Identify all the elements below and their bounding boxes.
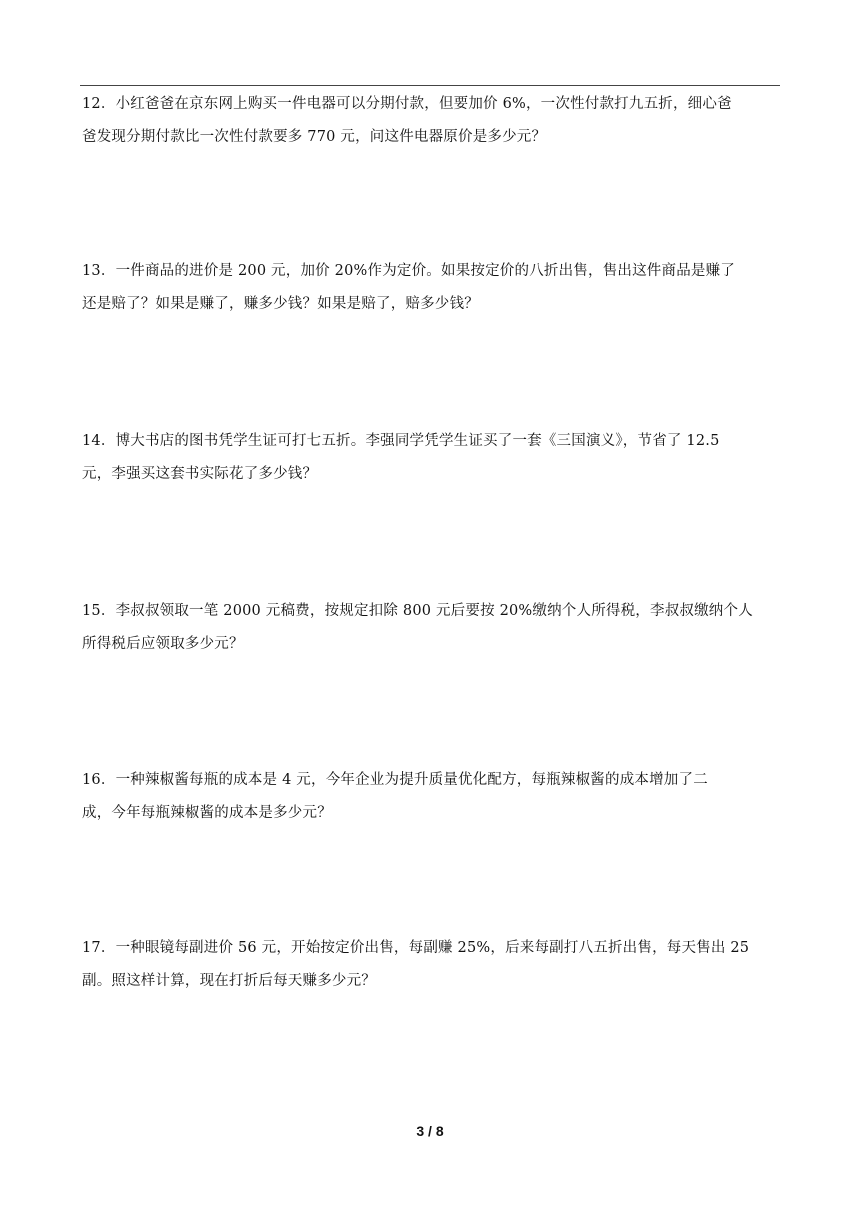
question-text: 一件商品的进价是 200 元，加价 20%作为定价。如果按定价的八折出售，售出这件商品是赚了 xyxy=(115,263,735,279)
question-number: 14． xyxy=(82,433,116,449)
question-line xyxy=(82,255,782,288)
question-text: 李叔叔领取一笔 2000 元稿费，按规定扣除 800 元后要按 20%缴纳个人所得税，李叔叔缴纳个人 xyxy=(115,603,753,619)
question-line xyxy=(82,764,782,797)
question-text: 一种眼镜每副进价 56 元，开始按定价出售，每副赚 25%，后来每副打八五折出售，每天售出 25 xyxy=(115,940,750,956)
question-line: 副。照这样计算，现在打折后每天赚多少元？ xyxy=(82,973,376,989)
page-number: 3 / 8 xyxy=(416,1123,444,1139)
question-12 xyxy=(82,88,782,154)
question-line xyxy=(82,425,782,458)
question-17 xyxy=(82,932,782,998)
question-number: 17． xyxy=(82,940,116,956)
question-line xyxy=(82,595,782,628)
question-text: 一种辣椒酱每瓶的成本是 4 元，今年企业为提升质量优化配方，每瓶辣椒酱的成本增加了二 xyxy=(115,772,708,788)
question-line: 所得税后应领取多少元？ xyxy=(82,636,244,652)
question-line: 还是赔了？如果是赚了，赚多少钱？如果是赔了，赔多少钱？ xyxy=(82,296,479,312)
question-15 xyxy=(82,595,782,661)
question-number: 16． xyxy=(82,772,116,788)
question-line: 元，李强买这套书实际花了多少钱？ xyxy=(82,466,318,482)
question-number: 12． xyxy=(82,96,116,112)
question-16 xyxy=(82,764,782,830)
question-line xyxy=(82,932,782,965)
question-14 xyxy=(82,425,782,491)
question-text: 博大书店的图书凭学生证可打七五折。李强同学凭学生证买了一套《三国演义》，节省了 12.5 xyxy=(115,433,720,449)
question-line xyxy=(82,88,782,121)
header-rule xyxy=(80,85,780,86)
question-line: 爸发现分期付款比一次性付款要多 770 元，问这件电器原价是多少元？ xyxy=(82,129,547,145)
question-number: 13． xyxy=(82,263,116,279)
question-number: 15． xyxy=(82,603,116,619)
question-13 xyxy=(82,255,782,321)
question-text: 小红爸爸在京东网上购买一件电器可以分期付款，但要加价 6%，一次性付款打九五折，细心爸 xyxy=(115,96,732,112)
question-line: 成，今年每瓶辣椒酱的成本是多少元？ xyxy=(82,805,332,821)
